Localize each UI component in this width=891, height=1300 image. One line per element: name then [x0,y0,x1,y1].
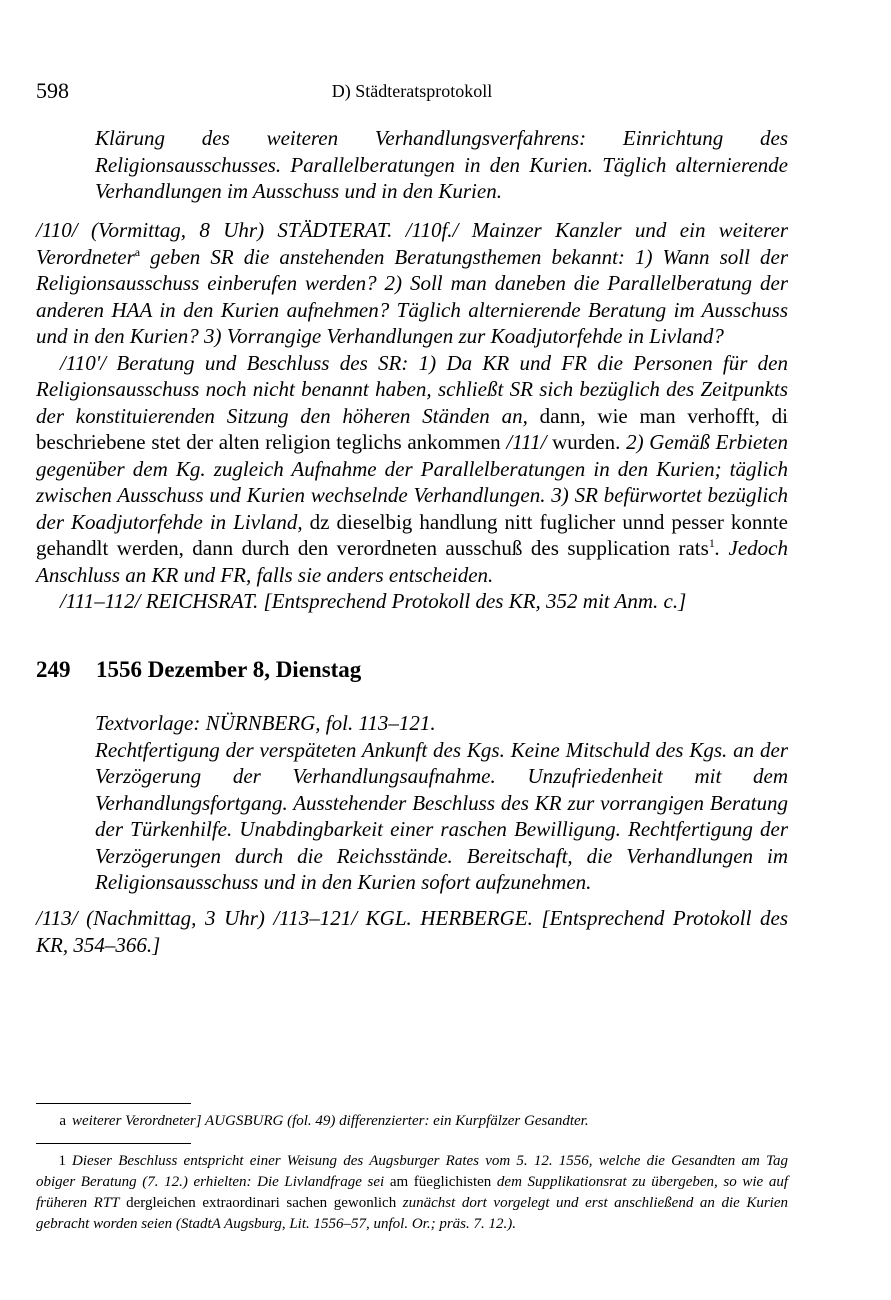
paragraph-110-resolution [36,350,788,589]
folio-marker: /111/ [506,430,547,454]
text-italic: 2) Gemäß Erbieten gegenüber dem Kg. zugleich Aufnahme der Parallelberatungen in den Kurien; täglich zwischen Ausschuss und Kurien wechselnde Verhandlungen. 3) SR befürwortet bezüglich der Koadjutorfehde in Livland, [36,430,788,534]
entry-heading [36,657,788,683]
source-line: Textvorlage: NÜRNBERG, fol. 113–121. [95,711,436,735]
note-marker-1[interactable]: 1 [708,536,715,550]
footnote-text: weiterer Verordneter] AUGSBURG (fol. 49) differenzierter: ein Kurpfälzer Gesandter. [72,1113,589,1129]
text-italic: zunächst dort vorgelegt und erst anschließend an die Kurien gebracht worden seien (StadtA Augsburg, Lit. 1556–57, unfol. Or.; präs. 7. 12.). [36,1195,789,1232]
text-italic: . Jedoch Anschluss an KR und FR, falls sie anders entscheiden. [36,536,788,587]
paragraph-111-reichsrat: /111–112/ REICHSRAT. [Entsprechend Protokoll des KR, 352 mit Anm. c.] [60,589,687,613]
text-roman: dz dieselbig handlung nitt fuglicher unnd pesser konnte gehandlt werden, dann durch den verordneten ausschuß des supplication rats [36,509,788,560]
paragraph-110-announcement [36,217,788,350]
text-italic: geben SR die anstehenden Beratungsthemen bekannt: 1) Wann soll der Religionsausschuss einberufen werden? 2) Soll man daneben die Parallelberatung der anderen HAA in den Kurien aufnehmen? Täglich alternierende Beratung im Ausschuss und in den Kurien? 3) Vorrangige Verhandlungen zur Koadjutorfehde in Livland? [36,244,788,348]
summary-paragraph-1: Klärung des weiteren Verhandlungsverfahrens: Einrichtung des Religionsausschusses. Parallelberatungen in den Kurien. Täglich alternierende Verhandlungen im Ausschuss und in den Kurien. [95,126,788,203]
summary-text: Rechtfertigung der verspäteten Ankunft des Kgs. Keine Mitschuld des Kgs. an der Verzögerung der Verhandlungsaufnahme. Unzufriedenheit mit dem Verhandlungsfortgang. Ausstehender Beschluss des KR zur vorrangigen Beratung der Türkenhilfe. Unabdingbarkeit einer raschen Bewilligung. Rechtfertigung der Verzögerungen durch die Reichsstände. Bereitschaft, die Verhandlungen im Religionsausschuss und in den Kurien sofort aufzunehmen. [95,737,788,894]
note-marker-a[interactable]: a [134,244,141,259]
summary-paragraph-2 [95,710,788,896]
footnote-divider [36,1103,191,1104]
paragraph-113-herberge: /113/ (Nachmittag, 3 Uhr) /113–121/ KGL. HERBERGE. [Entsprechend Protokoll des KR, 354–366.] [36,906,788,957]
text-italic: dem Supplikationsrat zu übergeben, so wie auf früheren RTT [36,1174,788,1211]
text-roman: dergleichen extraordinari sachen gewonlich [119,1195,403,1211]
page-number: 598 [36,78,69,103]
running-head [36,78,788,108]
text-roman: wurden. [546,430,627,454]
text-italic: Dieser Beschluss entspricht einer Weisung des Augsburger Rates vom 5. 12. 1556, welche die Gesandten am Tag obiger Beratung (7. 12.) erhielten: Die Livlandfrage sei [36,1153,788,1190]
running-title: D) Städteratsprotokoll [331,81,493,101]
text-italic: /110'/ Beratung und Beschluss des SR: 1) Da KR und FR die Personen für den Religionsausschuss noch nicht benannt haben, schließt SR sich bezüglich des Zeitpunkts der konstituierenden Sitzung den höheren Ständen an, [36,350,788,428]
text-italic: /110/ (Vormittag, 8 Uhr) STÄDTERAT. /110f./ Mainzer Kanzler und ein weiterer Verordneter [36,218,788,269]
entry-number: 249 [36,657,71,682]
footnote-marker: 1 [58,1153,66,1169]
entry-date: 1556 Dezember 8, Dienstag [96,657,362,682]
text-roman: dann, wie man verhofft, di beschriebene stet der alten religion teglichs ankommen [36,403,788,454]
footnote-a [36,1111,788,1132]
footnote-1 [36,1151,788,1235]
protocol-section-110 [36,217,788,615]
footnote-marker: a [59,1113,66,1129]
footnote-divider [36,1143,191,1144]
text-roman: am füeglichisten [384,1174,497,1190]
